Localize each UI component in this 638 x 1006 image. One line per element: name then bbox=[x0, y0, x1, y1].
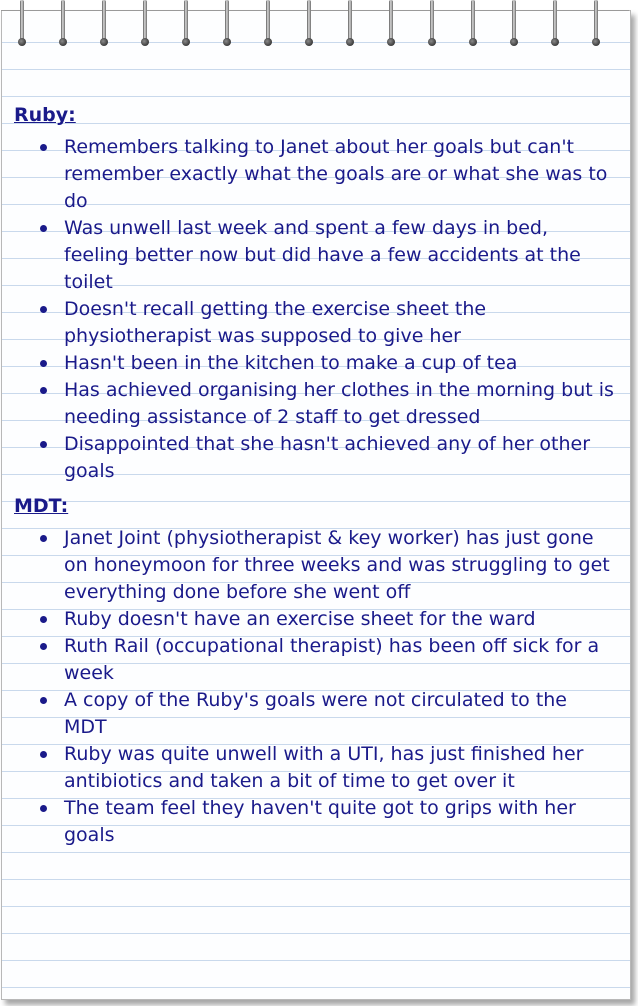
bullet-icon bbox=[40, 697, 47, 704]
list-item bbox=[14, 296, 614, 350]
mdt-notes-list bbox=[14, 525, 614, 849]
list-item bbox=[14, 741, 614, 795]
list-item-text: Has achieved organising her clothes in the morning but is needing assistance of 2 staff to get dressed bbox=[64, 379, 614, 428]
mdt-heading: MDT: bbox=[14, 495, 69, 517]
spiral-ring bbox=[428, 0, 436, 48]
bullet-icon bbox=[40, 360, 47, 367]
list-item-text: Ruth Rail (occupational therapist) has been off sick for a week bbox=[64, 635, 600, 684]
list-item-text: Doesn't recall getting the exercise sheet the physiotherapist was supposed to give her bbox=[64, 298, 487, 347]
list-item bbox=[14, 525, 614, 606]
list-item-text: A copy of the Ruby's goals were not circulated to the MDT bbox=[64, 689, 567, 738]
list-item bbox=[14, 606, 614, 633]
spiral-ring bbox=[305, 0, 313, 48]
list-item-text: Hasn't been in the kitchen to make a cup of tea bbox=[64, 352, 518, 374]
list-item bbox=[14, 431, 614, 485]
list-item-text: Remembers talking to Janet about her goals but can't remember exactly what the goals are or what she was to do bbox=[64, 136, 608, 212]
spiral-ring bbox=[592, 0, 600, 48]
list-item bbox=[14, 350, 614, 377]
spiral-ring bbox=[100, 0, 108, 48]
spiral-ring bbox=[264, 0, 272, 48]
bullet-icon bbox=[40, 225, 47, 232]
bullet-icon bbox=[40, 616, 47, 623]
list-item bbox=[14, 633, 614, 687]
list-item-text: The team feel they haven't quite got to grips with her goals bbox=[64, 797, 576, 846]
ruby-notes-list bbox=[14, 134, 614, 485]
spiral-ring bbox=[59, 0, 67, 48]
list-item bbox=[14, 795, 614, 849]
bullet-icon bbox=[40, 306, 47, 313]
spiral-binding bbox=[0, 0, 638, 60]
bullet-icon bbox=[40, 441, 47, 448]
notes-content bbox=[14, 96, 614, 849]
spiral-ring bbox=[182, 0, 190, 48]
ruby-heading: Ruby: bbox=[14, 104, 76, 126]
list-item bbox=[14, 215, 614, 296]
bullet-icon bbox=[40, 535, 47, 542]
bullet-icon bbox=[40, 387, 47, 394]
bullet-icon bbox=[40, 751, 47, 758]
spiral-ring bbox=[387, 0, 395, 48]
list-item-text: Ruby doesn't have an exercise sheet for the ward bbox=[64, 608, 536, 630]
spiral-ring bbox=[551, 0, 559, 48]
spiral-ring bbox=[469, 0, 477, 48]
list-item-text: Disappointed that she hasn't achieved any of her other goals bbox=[64, 433, 591, 482]
spiral-ring bbox=[510, 0, 518, 48]
list-item-text: Ruby was quite unwell with a UTI, has just finished her antibiotics and taken a bit of time to get over it bbox=[64, 743, 584, 792]
bullet-icon bbox=[40, 643, 47, 650]
list-item bbox=[14, 134, 614, 215]
list-item-text: Janet Joint (physiotherapist & key worker) has just gone on honeymoon for three weeks and was struggling to get everything done before she went off bbox=[64, 527, 610, 603]
list-item bbox=[14, 377, 614, 431]
bullet-icon bbox=[40, 144, 47, 151]
spiral-ring bbox=[346, 0, 354, 48]
spiral-ring bbox=[223, 0, 231, 48]
bullet-icon bbox=[40, 805, 47, 812]
spiral-ring bbox=[18, 0, 26, 48]
list-item bbox=[14, 687, 614, 741]
spiral-ring bbox=[141, 0, 149, 48]
list-item-text: Was unwell last week and spent a few days in bed, feeling better now but did have a few accidents at the toilet bbox=[64, 217, 581, 293]
